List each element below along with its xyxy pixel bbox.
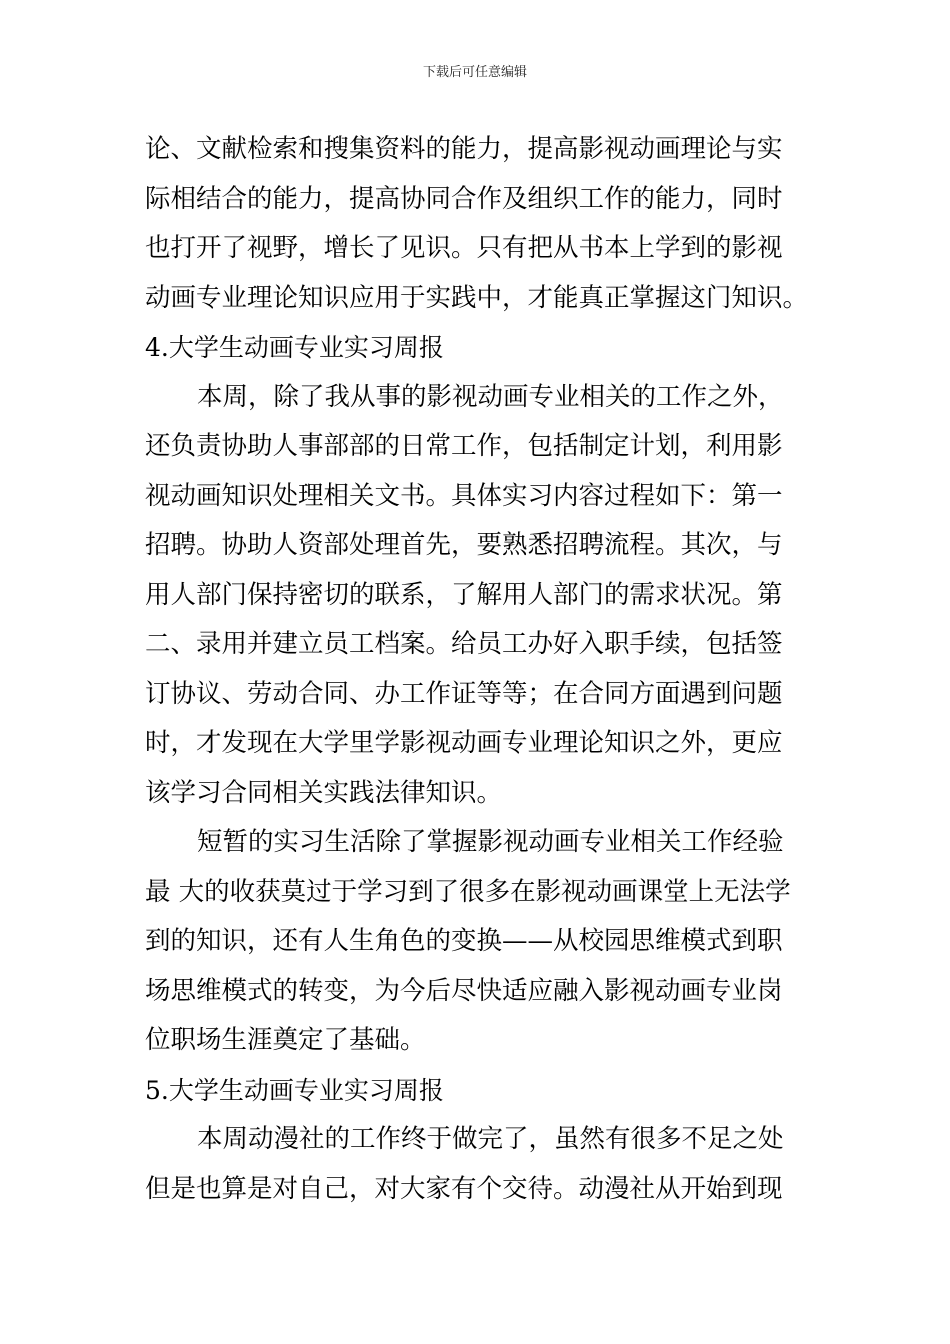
text-line: 际相结合的能力，提高协同合作及组织工作的能力，同时 <box>145 183 783 214</box>
text-line: 用人部门保持密切的联系，了解用人部门的需求状况。第 <box>145 579 783 610</box>
text-line: 视动画知识处理相关文书。具体实习内容过程如下：第一 <box>145 480 783 511</box>
text-line: 位职场生涯奠定了基础。 <box>145 1025 426 1055</box>
text-line: 到的知识，还有人生角色的变换——从校园思维模式到职 <box>145 926 783 956</box>
text-line: 二、录用并建立员工档案。给员工办好入职手续，包括签 <box>145 629 783 659</box>
section-heading: 5.大学生动画专业实习周报 <box>145 1075 444 1105</box>
text-line: 时，才发现在大学里学影视动画专业理论知识之外，更应 <box>145 728 783 758</box>
text-line: 还负责协助人事部部的日常工作，包括制定计划，利用影 <box>145 431 783 461</box>
paragraph-first-line: 本周，除了我从事的影视动画专业相关的工作之外， <box>197 381 784 412</box>
text-line: 但是也算是对自己，对大家有个交待。动漫社从开始到现 <box>145 1173 783 1204</box>
text-line: 最 大的收获莫过于学习到了很多在影视动画课堂上无法学 <box>145 876 791 907</box>
text-line: 动画专业理论知识应用于实践中，才能真正掌握这门知识。 <box>145 282 809 313</box>
page-header: 下载后可任意编辑 <box>422 65 527 80</box>
document-body <box>145 125 809 1214</box>
text-line: 场思维模式的转变，为今后尽快适应融入影视动画专业岗 <box>145 975 783 1006</box>
text-line: 论、文献检索和搜集资料的能力，提高影视动画理论与实 <box>145 134 783 164</box>
text-line: 该学习合同相关实践法律知识。 <box>145 777 503 808</box>
paragraph-first-line: 短暂的实习生活除了掌握影视动画专业相关工作经验 <box>197 827 784 857</box>
text-line: 招聘。协助人资部处理首先，要熟悉招聘流程。其次，与 <box>145 530 783 560</box>
section-heading: 4.大学生动画专业实习周报 <box>145 333 444 362</box>
text-line: 订协议、劳动合同、办工作证等等；在合同方面遇到问题 <box>145 678 783 709</box>
text-line: 也打开了视野，增长了见识。只有把从书本上学到的影视 <box>145 233 783 263</box>
paragraph-first-line: 本周动漫社的工作终于做完了，虽然有很多不足之处 <box>197 1124 784 1154</box>
